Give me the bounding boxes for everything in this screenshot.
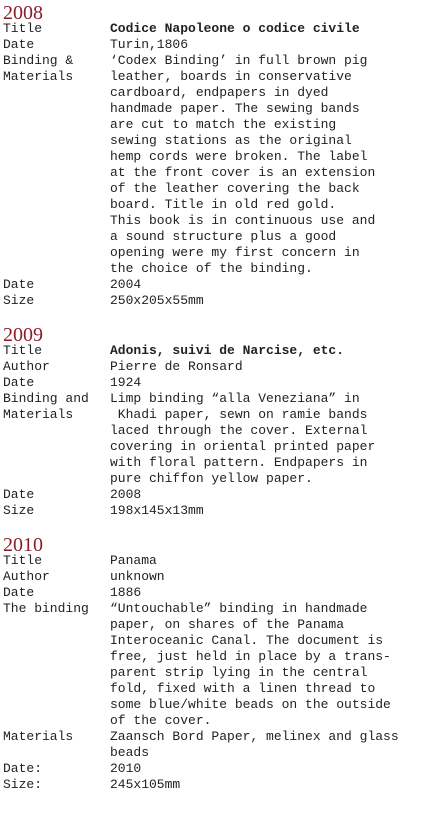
field-label: Title [3, 553, 43, 568]
field-value: 245x105mm [110, 777, 181, 792]
field-row [3, 37, 440, 53]
field-row [3, 359, 440, 375]
field-value: 198x145x13mm [110, 503, 204, 518]
field-label: Size [3, 503, 35, 518]
field-row [3, 601, 440, 729]
field-value: Limp binding “alla Veneziana” in Khadi paper, sewn on ramie bands laced through the cover. External covering in oriental printed paper with floral pattern. Endpapers in pure chiffon yellow paper. [110, 391, 376, 486]
field-row [3, 585, 440, 601]
field-label: Author [3, 359, 50, 374]
field-label: Date [3, 277, 35, 292]
field-label: Author [3, 569, 50, 584]
entry-year: 2008 [3, 2, 43, 24]
entry-2010 [3, 535, 440, 793]
field-value: Turin,1806 [110, 37, 189, 52]
entry-2009 [3, 325, 440, 519]
field-row [3, 293, 440, 309]
field-value: Adonis, suivi de Narcise, etc. [110, 343, 345, 358]
binding-catalogue [3, 0, 440, 793]
field-value: 1924 [110, 375, 142, 390]
field-label: Size [3, 293, 35, 308]
field-row [3, 21, 440, 37]
field-row [3, 569, 440, 585]
field-row [3, 761, 440, 777]
entry-2008 [3, 3, 440, 309]
field-value: 2008 [110, 487, 142, 502]
field-row [3, 53, 440, 277]
field-value: unknown [110, 569, 165, 584]
field-label: Size: [3, 777, 43, 792]
field-row [3, 375, 440, 391]
field-label: Date: [3, 761, 43, 776]
field-label: Binding & Materials [3, 53, 74, 84]
field-row [3, 503, 440, 519]
field-label: Date [3, 585, 35, 600]
field-value: Codice Napoleone o codice civile [110, 21, 360, 36]
field-label: Date [3, 487, 35, 502]
field-label: Date [3, 375, 35, 390]
field-value: 1886 [110, 585, 142, 600]
field-value: “Untouchable” binding in handmade paper, on shares of the Panama Interoceanic Canal. The document is free, just held in place by a trans- parent strip lying in the central fold, fixed with a linen thread to some blue/white beads on the outside of the cover. [110, 601, 391, 728]
field-value: Zaansch Bord Paper, melinex and glass beads [110, 729, 399, 760]
field-row [3, 777, 440, 793]
field-value: ‘Codex Binding’ in full brown pig leather, boards in conservative cardboard, endpapers in dyed handmade paper. The sewing bands are cut to match the existing sewing stations as the original hemp cords were broken. The label at the front cover is an extension of the leather covering the back board. Title in old red gold. This book is in continuous use and a sound structure plus a good opening were my first concern in the choice of the binding. [110, 53, 376, 276]
field-row [3, 343, 440, 359]
field-value: 2010 [110, 761, 142, 776]
field-value: 2004 [110, 277, 142, 292]
field-value: 250x205x55mm [110, 293, 204, 308]
field-row [3, 487, 440, 503]
field-value: Pierre de Ronsard [110, 359, 243, 374]
entry-year: 2009 [3, 324, 43, 346]
field-value: Panama [110, 553, 157, 568]
field-label: Title [3, 21, 43, 36]
field-label: Binding and Materials [3, 391, 89, 422]
field-row [3, 553, 440, 569]
field-label: The binding [3, 601, 89, 616]
field-label: Title [3, 343, 43, 358]
field-row [3, 277, 440, 293]
field-row [3, 391, 440, 487]
entry-year: 2010 [3, 534, 43, 556]
field-label: Date [3, 37, 35, 52]
field-label: Materials [3, 729, 74, 744]
field-row [3, 729, 440, 761]
